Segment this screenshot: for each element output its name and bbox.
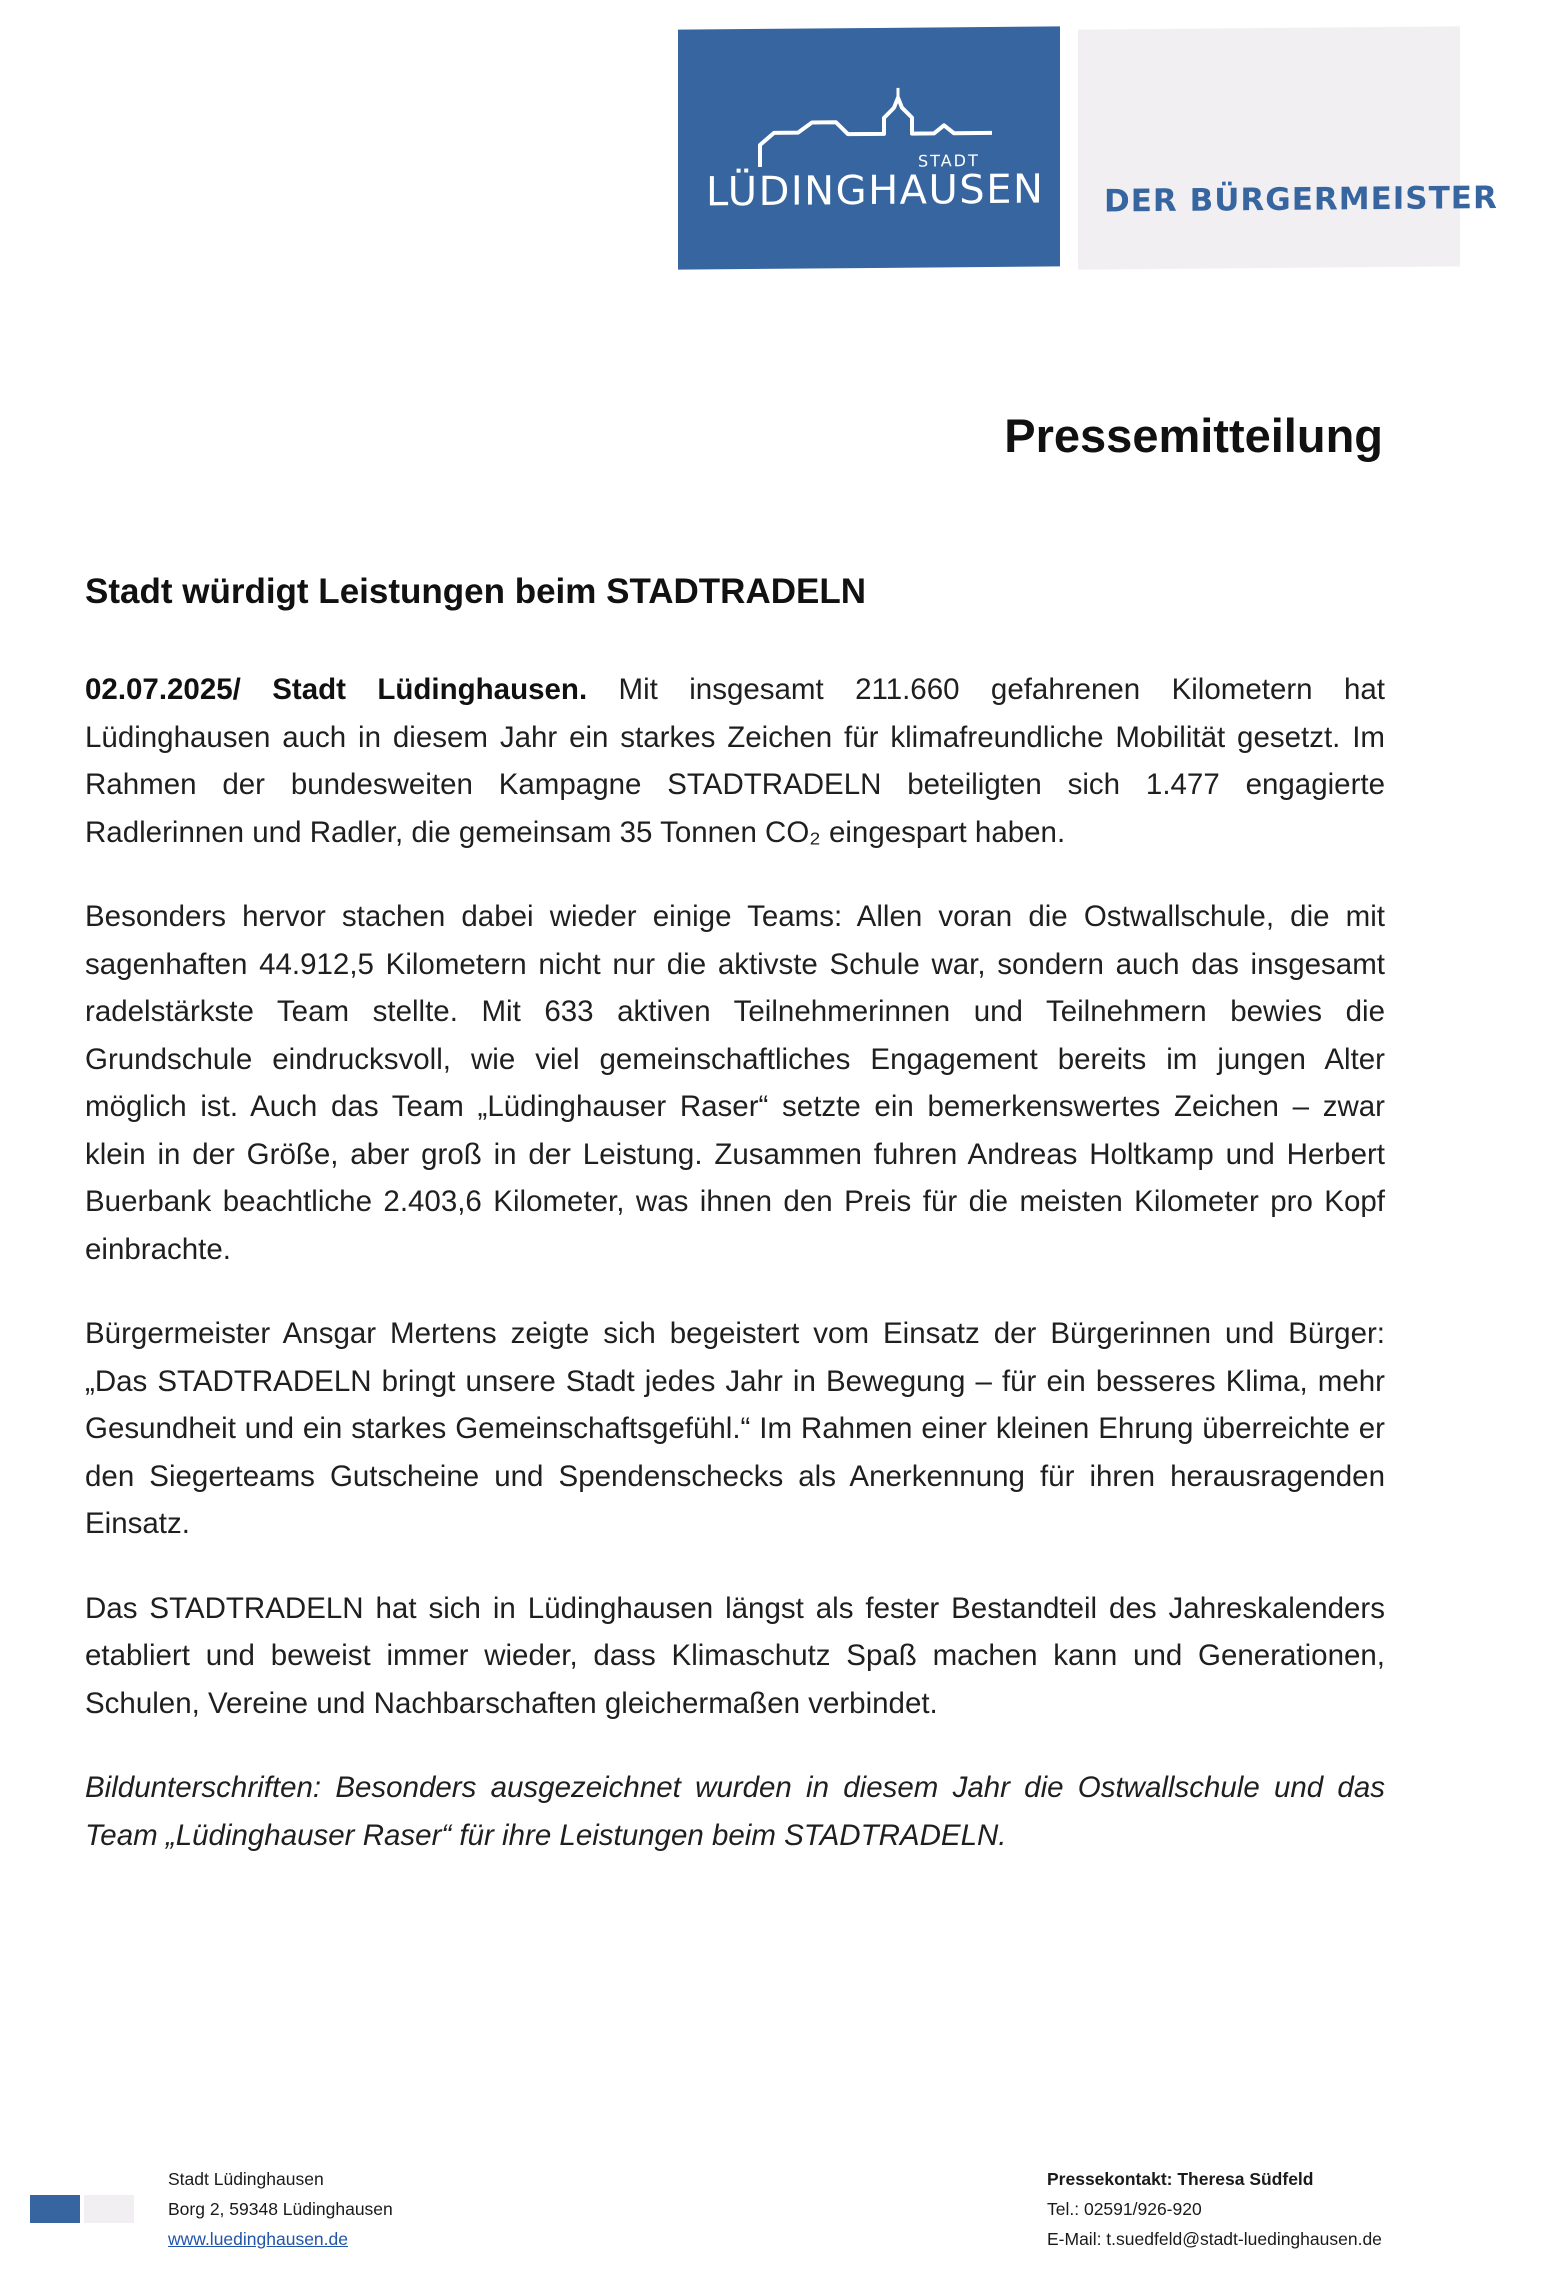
logo-city-name: LÜDINGHAUSEN xyxy=(706,166,1045,216)
paragraph-intro xyxy=(85,666,1385,856)
footer-website-link[interactable]: www.luedinghausen.de xyxy=(168,2229,348,2249)
logo-stadt-label: STADT xyxy=(918,151,980,171)
dateline: 02.07.2025/ Stadt Lüdinghausen. xyxy=(85,673,588,706)
paragraph-mayor-quote: Bürgermeister Ansgar Mertens zeigte sich begeistert vom Einsatz der Bürgerinnen und Bürger: „Das STADTRADELN bringt unsere Stadt jedes Jahr in Bewegung – für ein besseres Klima, mehr Gesundheit und ein starkes Gemeinschaftsgefühl.“ Im Rahmen einer kleinen Ehrung überreichte er den Siegerteams Gutscheine und Spendenschecks als Anerkennung für ihren herausragenden Einsatz. xyxy=(85,1317,1385,1540)
paragraph-teams: Besonders hervor stachen dabei wieder einige Teams: Allen voran die Ostwallschule, die mit sagenhaften 44.912,5 Kilometern nicht nur die aktivste Schule war, sondern auch das insgesamt radelstärkste Team stellte. Mit 633 aktiven Teilnehmerinnen und Teilnehmern bewies die Grundschule eindrucksvoll, wie viel gemeinschaftliches Engagement bereits im jungen Alter möglich ist. Auch das Team „Lüdinghauser Raser“ setzte ein bemerkenswertes Zeichen – zwar klein in der Größe, aber groß in der Leistung. Zusammen fuhren Andreas Holtkamp und Herbert Buerbank beachtliche 2.403,6 Kilometer, was ihnen den Preis für die meisten Kilometer pro Kopf einbrachte. xyxy=(85,900,1385,1266)
footer-contact-title: Pressekontakt: Theresa Südfeld xyxy=(1047,2169,1314,2189)
footer-blue-mark xyxy=(30,2195,80,2223)
footer-address-block xyxy=(168,2164,393,2254)
headline: Stadt würdigt Leistungen beim STADTRADELN xyxy=(85,572,867,611)
footer-phone: Tel.: 02591/926-920 xyxy=(1047,2199,1202,2219)
document-type-title: Pressemitteilung xyxy=(1004,409,1383,462)
office-title: DER BÜRGERMEISTER xyxy=(1104,180,1498,220)
press-release-body xyxy=(85,572,1385,1896)
footer-address: Borg 2, 59348 Lüdinghausen xyxy=(168,2199,393,2219)
footer-grey-mark xyxy=(84,2195,134,2223)
paragraph-closing: Das STADTRADELN hat sich in Lüdinghausen längst als fester Bestandteil des Jahreskalenders etabliert und beweist immer wieder, dass Klimaschutz Spaß machen kann und Generationen, Schulen, Vereine und Nachbarschaften gleichermaßen verbindet. xyxy=(85,1591,1385,1720)
footer-contact-block xyxy=(1047,2164,1382,2254)
footer-email: E-Mail: t.suedfeld@stadt-luedinghausen.de xyxy=(1047,2229,1382,2249)
footer-org: Stadt Lüdinghausen xyxy=(168,2169,324,2189)
paragraph-intro-text: Mit insgesamt 211.660 gefahrenen Kilometern hat Lüdinghausen auch in diesem Jahr ein starkes Zeichen für klimafreundliche Mobilität gesetzt. Im Rahmen der bundesweiten Kampagne STADTRADELN beteiligten sich 1.477 engagierte Radlerinnen und Radler, die gemeinsam 35 Tonnen CO₂ eingespart haben. xyxy=(85,673,1385,849)
image-caption: Bildunterschriften: Besonders ausgezeichnet wurden in diesem Jahr die Ostwallschule und das Team „Lüdinghauser Raser“ für ihre Leistungen beim STADTRADELN. xyxy=(85,1771,1385,1852)
office-banner xyxy=(1078,26,1498,269)
city-logo xyxy=(678,26,1060,269)
